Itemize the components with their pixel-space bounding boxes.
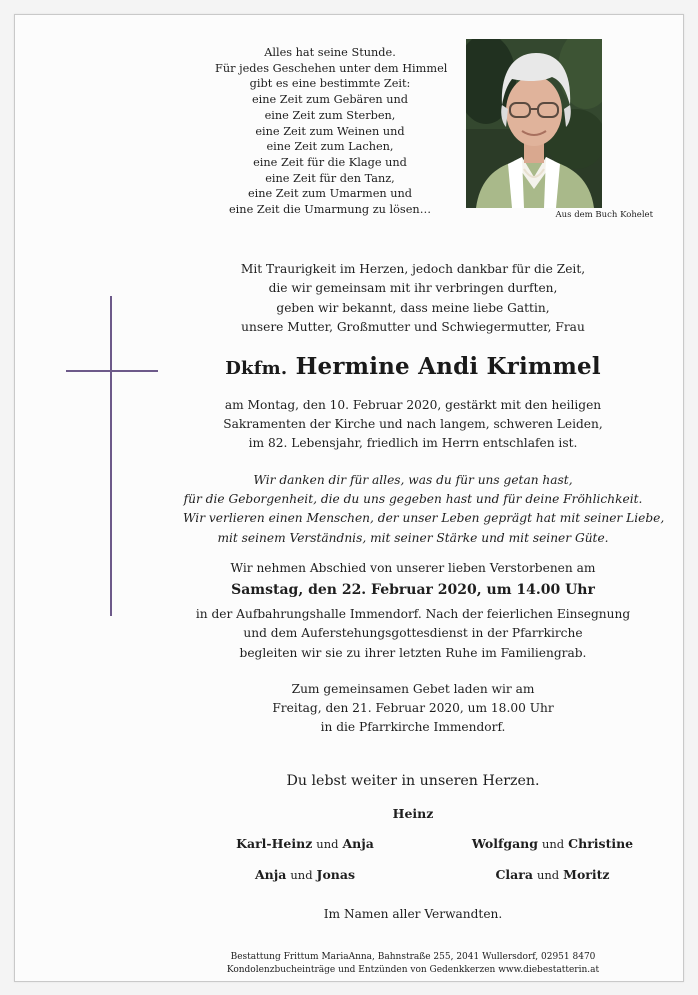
family-member: Anja: [342, 836, 374, 851]
gratitude-line: Wir verlieren einen Menschen, der unser Leben geprägt hat mit seiner Liebe,: [183, 511, 665, 526]
academic-title: Dkfm.: [225, 358, 288, 379]
cross-icon-vertical: [110, 296, 112, 616]
relatives-text: Im Namen aller Verwandten.: [323, 907, 503, 921]
cross-icon-horizontal: [66, 370, 158, 372]
family-member: Jonas: [316, 867, 356, 882]
poem-source: Aus dem Buch Kohelet: [555, 210, 653, 220]
gratitude-text: [183, 471, 665, 548]
poem-line: eine Zeit zum Sterben,: [264, 108, 396, 122]
obituary-card: [14, 14, 684, 982]
farewell-text: Wir nehmen Abschied von unserer lieben Verstorbenen am: [230, 561, 596, 575]
death-line: im 82. Lebensjahr, friedlich im Herrn entschlafen ist.: [248, 436, 578, 451]
footer-website: Kondolenzbucheinträge und Entzünden von Gedenkkerzen www.diebestatterin.at: [226, 964, 600, 975]
poem-line: gibt es eine bestimmte Zeit:: [249, 77, 411, 91]
intro-line: Mit Traurigkeit im Herzen, jedoch dankbar für die Zeit,: [240, 262, 586, 276]
funeral-date: Samstag, den 22. Februar 2020, um 14.00 Uhr: [231, 582, 595, 598]
footer-address: Bestattung Frittum MariaAnna, Bahnstraße 255, 2041 Wullersdorf, 02951 8470: [230, 952, 596, 962]
prayer-line: in die Pfarrkirche Immendorf.: [320, 720, 506, 735]
family-member: Clara: [495, 867, 533, 882]
poem-line: Alles hat seine Stunde.: [264, 46, 396, 59]
family-connector: und: [541, 837, 565, 851]
poem-line: Für jedes Geschehen unter dem Himmel: [215, 61, 448, 75]
prayer-line: Zum gemeinsamen Gebet laden wir am: [291, 682, 535, 696]
family-member: Moritz: [563, 867, 610, 882]
poem-line: eine Zeit für die Klage und: [253, 155, 407, 169]
intro-text: [183, 260, 643, 338]
deceased-name: [183, 353, 643, 380]
poem-line: eine Zeit zum Lachen,: [266, 140, 394, 154]
gratitude-line: mit seinem Verständnis, mit seiner Stärke und mit seiner Güte.: [217, 530, 609, 545]
family-pair: [465, 836, 640, 851]
full-name: Hermine Andi Krimmel: [295, 353, 601, 380]
family-member: Christine: [568, 836, 634, 851]
family-pair: [465, 867, 640, 882]
intro-line: die wir gemeinsam mit ihr verbringen durften,: [268, 281, 558, 296]
poem-line: eine Zeit die Umarmung zu lösen…: [229, 203, 431, 217]
family-pair: [225, 836, 385, 851]
prayer-invitation: [183, 680, 643, 738]
death-line: Sakramenten der Kirche und nach langem, schweren Leiden,: [223, 417, 603, 432]
death-notice: [183, 396, 643, 454]
funeral-detail-line: in der Aufbahrungshalle Immendorf. Nach der feierlichen Einsegnung: [195, 607, 631, 621]
family-husband: Heinz: [392, 806, 434, 821]
family-member: Wolfgang: [471, 836, 538, 851]
funeral-home-footer: [183, 951, 643, 976]
family-connector: und: [316, 837, 339, 851]
poem: [215, 45, 448, 218]
family-member: Anja: [254, 867, 287, 882]
funeral-detail-line: und dem Auferstehungsgottesdienst in der Pfarrkirche: [243, 626, 583, 641]
family-connector: und: [290, 868, 313, 882]
funeral-details: [183, 605, 643, 663]
family-connector: und: [536, 868, 560, 882]
portrait-photo: [466, 39, 602, 208]
death-line: am Montag, den 10. Februar 2020, gestärkt mit den heiligen: [224, 398, 602, 412]
gratitude-line: für die Geborgenheit, die du uns gegeben hast und für deine Fröhlichkeit.: [183, 492, 643, 507]
motto: Du lebst weiter in unseren Herzen.: [286, 773, 540, 789]
poem-line: eine Zeit für den Tanz,: [265, 171, 395, 185]
poem-line: eine Zeit zum Umarmen und: [247, 187, 413, 201]
intro-line: unsere Mutter, Großmutter und Schwiegermutter, Frau: [241, 320, 585, 335]
family-member: Karl-Heinz: [236, 836, 313, 851]
family-pair: [225, 867, 385, 882]
intro-line: geben wir bekannt, dass meine liebe Gattin,: [276, 300, 550, 315]
prayer-line: Freitag, den 21. Februar 2020, um 18.00 Uhr: [272, 701, 554, 716]
funeral-detail-line: begleiten wir sie zu ihrer letzten Ruhe im Familiengrab.: [239, 645, 587, 660]
poem-line: eine Zeit zum Weinen und: [255, 124, 405, 138]
portrait-image: [466, 39, 602, 208]
gratitude-line: Wir danken dir für alles, was du für uns getan hast,: [253, 473, 573, 487]
poem-line: eine Zeit zum Gebären und: [251, 93, 409, 107]
